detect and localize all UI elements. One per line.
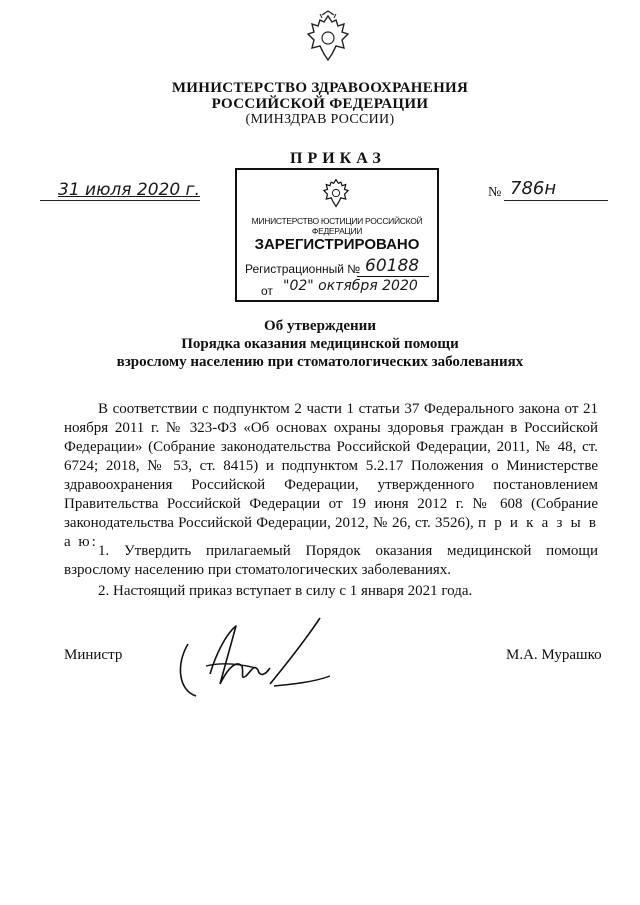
handwritten-signature — [170, 614, 340, 704]
subject-line1: Об утверждении — [264, 318, 376, 334]
order-title: ПРИКАЗ — [290, 150, 386, 167]
registration-stamp — [235, 168, 439, 302]
number-underline — [504, 200, 608, 201]
coat-of-arms-icon — [300, 10, 356, 66]
subject-line3: взрослому населению при стоматологических заболеваниях — [116, 354, 524, 370]
stamp-emblem-icon — [319, 176, 353, 210]
ministry-name-line1: МИНИСТЕРСТВО ЗДРАВООХРАНЕНИЯ — [171, 80, 469, 96]
stamp-status: ЗАРЕГИСТРИРОВАНО — [254, 236, 420, 253]
preamble-paragraph — [64, 400, 598, 552]
order-date-handwritten: 31 июля 2020 г. — [58, 180, 200, 200]
stamp-reg-underline — [357, 276, 429, 277]
signatory-name: М.А. Мурашко — [506, 647, 602, 663]
order-word: п р и к а з ы в а ю: — [64, 515, 599, 550]
ministry-name-line2: РОССИЙСКОЙ ФЕДЕРАЦИИ — [211, 96, 429, 112]
order-item-2: 2. Настоящий приказ вступает в силу с 1 января 2021 года. — [98, 583, 473, 599]
stamp-from-date: "02" октября 2020 — [283, 278, 418, 294]
order-number-prefix: № — [488, 185, 502, 200]
order-item-1: 1. Утвердить прилагаемый Порядок оказания медицинской помощи взрослому населению при стоматологических заболеваниях. — [64, 543, 598, 578]
order-number-handwritten: 786н — [510, 178, 557, 199]
stamp-reg-number: 60188 — [365, 256, 420, 276]
subject-line2: Порядка оказания медицинской помощи — [181, 336, 459, 352]
ministry-short-name: (МИНЗДРАВ РОССИИ) — [245, 112, 395, 127]
stamp-from-label: от — [261, 284, 273, 298]
stamp-organization: МИНИСТЕРСТВО ЮСТИЦИИ РОССИЙСКОЙ ФЕДЕРАЦИИ — [251, 216, 423, 236]
stamp-reg-label: Регистрационный № — [245, 262, 361, 276]
signatory-position: Министр — [64, 647, 123, 663]
date-underline — [40, 200, 200, 201]
preamble-text: В соответствии с подпунктом 2 части 1 статьи 37 Федерального закона от 21 ноября 2011 г. № 323-ФЗ «Об основах охраны здоровья граждан в Российской Федерации» (Собрание законодательства Российской Федерации, 2011, № 48, ст. 6724; 2018, № 53, ст. 8415) и подпунктом 5.2.17 Положения о Министерстве здравоохранения Российской Федерации, утвержденного постановлением Правительства Российской Федерации от 19 июня 2012 г. № 608 (Собрание законодательства Российской Федерации, 2012, № 26, ст. 3526), — [64, 401, 598, 531]
